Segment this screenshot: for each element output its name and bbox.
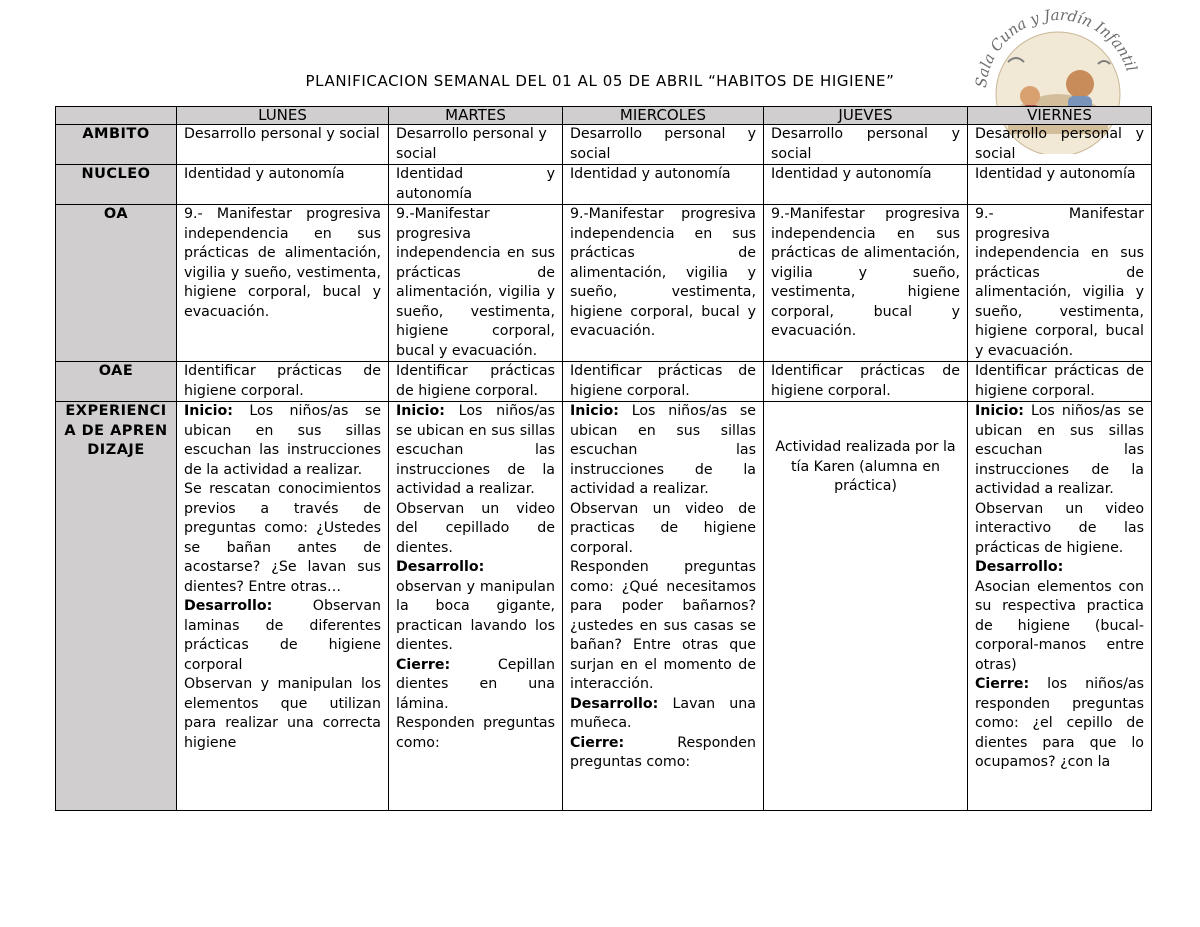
experiencia-miercoles	[563, 402, 764, 811]
desarrollo-label: Desarrollo:	[570, 695, 659, 712]
oae-miercoles: Identificar prácticas de higiene corporal.	[563, 362, 764, 402]
row-header-ambito: AMBITO	[56, 125, 177, 165]
ambito-miercoles: Desarrollo personal y social	[563, 125, 764, 165]
oae-martes: Identificar prácticas de higiene corporal.	[389, 362, 563, 402]
desarrollo-label: Desarrollo:	[975, 559, 1064, 575]
inicio-text: Los niños/as se ubican en sus sillas escuchan las instrucciones de la actividad a realizar.	[975, 403, 1144, 497]
ambito-lunes: Desarrollo personal y social	[177, 125, 389, 165]
nucleo-lunes: Identidad y autonomía	[177, 165, 389, 205]
inicio-label: Inicio:	[975, 403, 1024, 419]
page-title: PLANIFICACION SEMANAL DEL 01 AL 05 DE ABRIL “HABITOS DE HIGIENE”	[305, 72, 895, 90]
desarrollo-text: observan y manipulan la boca gigante, practican lavando los dientes.	[396, 578, 555, 653]
desarrollo-text: Asocian elementos con su respectiva practica de higiene (bucal-corporal-manos entre otras)	[975, 578, 1144, 673]
inicio-text: Los niños/as se ubican en sus sillas escuchan las instrucciones de la actividad a realizar.	[184, 403, 381, 478]
inicio-text-2: Observan un video del cepillado de dientes.	[396, 500, 555, 556]
weekly-plan-table	[55, 106, 1152, 811]
row-header-oa: OA	[56, 205, 177, 362]
desarrollo-text: Observan laminas de diferentes prácticas de higiene corporal	[184, 598, 381, 673]
table-row-experiencia	[56, 402, 1152, 811]
inicio-text-2: Observan un video interactivo de las prácticas de higiene.	[975, 500, 1144, 556]
oae-lunes: Identificar prácticas de higiene corporal.	[177, 362, 389, 402]
row-header-nucleo: NUCLEO	[56, 165, 177, 205]
corner-cell	[56, 107, 177, 125]
table-row-oae	[56, 362, 1152, 402]
ambito-martes: Desarrollo personal y social	[389, 125, 563, 165]
desarrollo-text-2: Observan y manipulan los elementos que utilizan para realizar una correcta higiene	[184, 676, 381, 751]
table-row-nucleo	[56, 165, 1152, 205]
desarrollo-text: Lavan una muñeca.	[570, 695, 756, 731]
inicio-text-3: Responden preguntas como: ¿Qué necesitamos para poder bañarnos? ¿ustedes en sus casas se bañan? Entre otras que surjan en el momento de interacción.	[570, 559, 756, 692]
ambito-jueves: Desarrollo personal y social	[764, 125, 968, 165]
cierre-text: los niños/as responden preguntas como: ¿el cepillo de dientes para que lo ocupamos? ¿con la	[975, 676, 1144, 770]
inicio-text-2: Observan un video de practicas de higiene corporal.	[570, 500, 756, 556]
experiencia-lunes	[177, 402, 389, 811]
inicio-text: Los niños/as se ubican en sus sillas escuchan las instrucciones de la actividad a realizar.	[396, 403, 555, 497]
cierre-label: Cierre:	[396, 656, 451, 673]
table-row-ambito	[56, 125, 1152, 165]
oae-viernes: Identificar prácticas de higiene corporal.	[968, 362, 1152, 402]
cierre-text: Cepillan dientes en una lámina.	[396, 656, 555, 712]
cierre-text-2: Responden preguntas como:	[396, 715, 555, 751]
cierre-text: Responden preguntas como:	[570, 734, 756, 770]
day-header-martes: MARTES	[389, 107, 563, 125]
cierre-label: Cierre:	[570, 734, 625, 751]
day-header-lunes: LUNES	[177, 107, 389, 125]
inicio-text-2: Se rescatan conocimientos previos a través de preguntas como: ¿Ustedes se bañan antes de acostarse? ¿Se lavan sus dientes? Entre otras…	[184, 481, 381, 595]
table-row-oa	[56, 205, 1152, 362]
logo-text: Sala Cuna y Jardín Infantil	[972, 5, 1141, 89]
inicio-text: Los niños/as se ubican en sus sillas escuchan las instrucciones de la actividad a realizar.	[570, 403, 756, 497]
nucleo-jueves: Identidad y autonomía	[764, 165, 968, 205]
ambito-viernes: Desarrollo personal y social	[968, 125, 1152, 165]
oa-jueves: 9.-Manifestar progresiva independencia en sus prácticas de alimentación, vigilia y sueño, vestimenta, higiene corporal, bucal y evacuación.	[764, 205, 968, 362]
desarrollo-label: Desarrollo:	[184, 598, 273, 614]
nucleo-martes: Identidad y autonomía	[389, 165, 563, 205]
nucleo-viernes: Identidad y autonomía	[968, 165, 1152, 205]
row-header-experiencia: EXPERIENCIA DE APRENDIZAJE	[56, 402, 177, 811]
day-header-miercoles: MIERCOLES	[563, 107, 764, 125]
oa-miercoles: 9.-Manifestar progresiva independencia en sus prácticas de alimentación, vigilia y sueño, vestimenta, higiene corporal, bucal y evacuación.	[563, 205, 764, 362]
day-header-jueves: JUEVES	[764, 107, 968, 125]
day-header-viernes: VIERNES	[968, 107, 1152, 125]
header-row	[56, 107, 1152, 125]
experiencia-viernes	[968, 402, 1152, 811]
cierre-label: Cierre:	[975, 676, 1030, 692]
experiencia-martes	[389, 402, 563, 811]
inicio-label: Inicio:	[184, 403, 233, 419]
row-header-oae: OAE	[56, 362, 177, 402]
inicio-label: Inicio:	[396, 403, 445, 419]
inicio-label: Inicio:	[570, 403, 619, 419]
nucleo-miercoles: Identidad y autonomía	[563, 165, 764, 205]
oa-martes: 9.-Manifestar progresiva independencia en sus prácticas de alimentación, vigilia y sueño, vestimenta, higiene corporal, bucal y evacuación.	[389, 205, 563, 362]
oa-viernes: 9.- Manifestar progresiva independencia en sus prácticas de alimentación, vigilia y sueño, vestimenta, higiene corporal, bucal y evacuación.	[968, 205, 1152, 362]
oa-lunes: 9.- Manifestar progresiva independencia en sus prácticas de alimentación, vigilia y sueño, vestimenta, higiene corporal, bucal y evacuación.	[177, 205, 389, 362]
experiencia-jueves	[764, 402, 968, 811]
oae-jueves: Identificar prácticas de higiene corporal.	[764, 362, 968, 402]
jueves-activity-note: Actividad realizada por la tía Karen (alumna en práctica)	[775, 439, 956, 494]
desarrollo-label: Desarrollo:	[396, 559, 485, 575]
